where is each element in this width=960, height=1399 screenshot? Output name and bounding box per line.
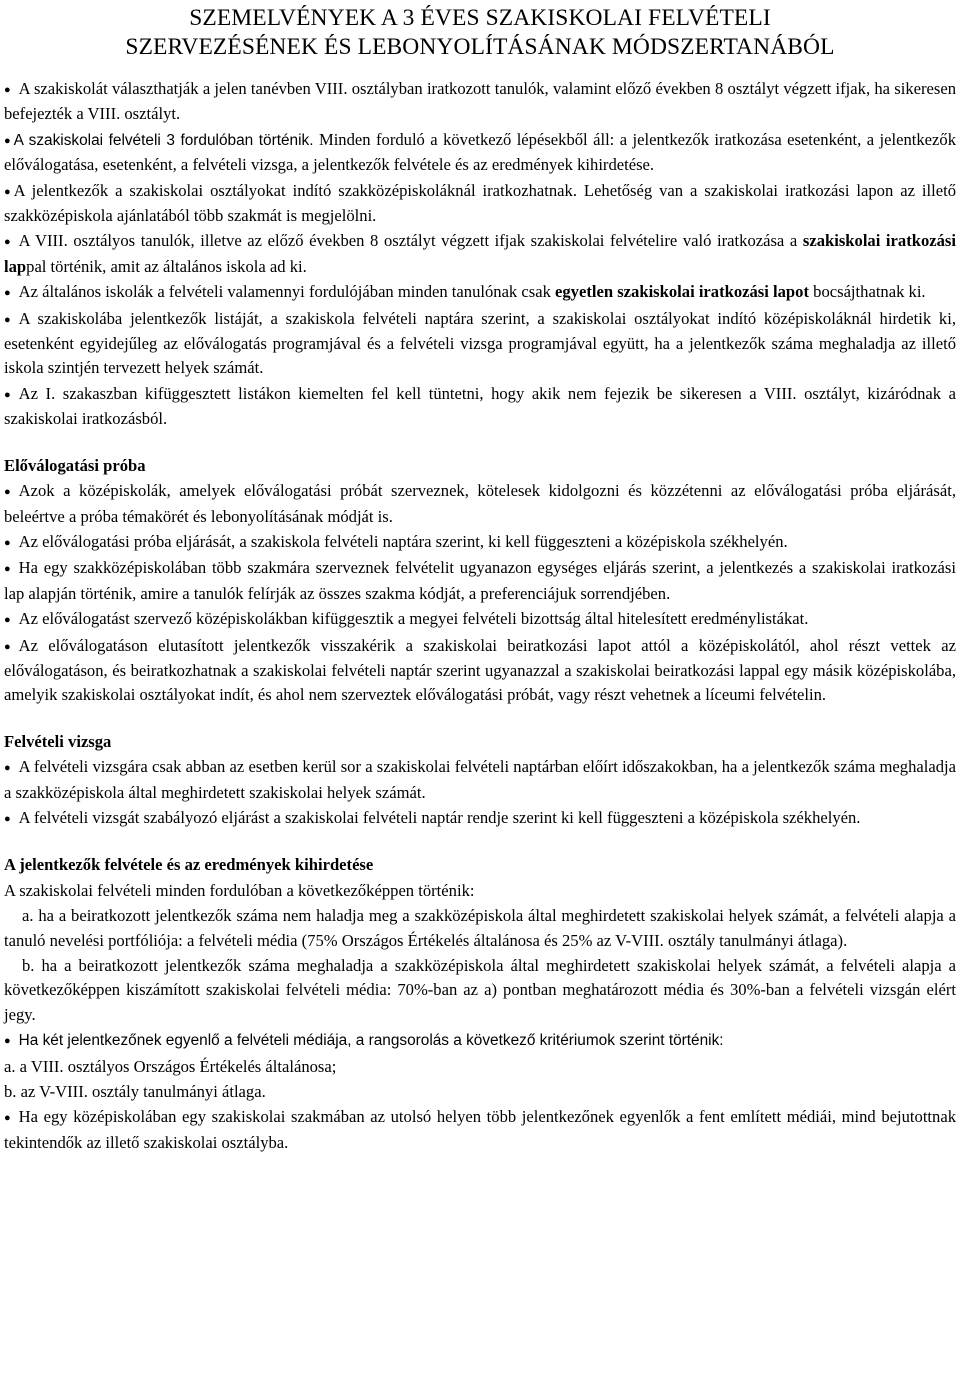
intro-exclusion: ● Az I. szakaszban kifüggesztett listákon kiemelten fel kell tüntetni, hogy akik nem fejezik be sikeresen a VIII. osztályt, kizáródnak a szakiskolai iratkozásból. <box>4 382 956 432</box>
intro-rounds: ● A szakiskolai felvételi 3 fordulóban történik. Minden forduló a következő lépésekből áll: a jelentkezők iratkozása esetenként, a jelentkezők előválogatása, esetenként, a felvételi vizsga, a jelentkezők felvétele és az eredmények kihirdetése. <box>4 128 956 178</box>
prescreen-item-4: ● Az előválogatást szervező középiskolákban kifüggesztik a megyei felvételi bizottság által hitelesített eredménylistákat. <box>4 607 956 632</box>
prescreen-item-1: ● Azok a középiskolák, amelyek előválogatási próbát szerveznek, kötelesek kidolgozni és közzétenni az előválogatási próba eljárását, beleértve a próba témakörét és lebonyolításának módját is. <box>4 479 956 529</box>
intro-single-form: ● Az általános iskolák a felvételi valamennyi fordulójában minden tanulónak csak egyetlen szakiskolai iratkozási lapot bocsájthatnak ki. <box>4 280 956 305</box>
section-heading-prescreen: Előválogatási próba <box>4 455 146 475</box>
prescreen-item-5: ● Az előválogatáson elutasított jelentkezők visszakérik a szakiskolai beiratkozási lapot attól a középiskolától, ahol részt vettek az előválogatáson, és beiratkozhatnak a szakiskolai felvételi naptár szerint ugyanazzal a szakiskolai beiratkozási lappal egy másik középiskolába, amelyik szakiskolai osztályokat indít, és ahol nem szerveztek előválogatási próbát, vagy részt vehetnek a líceumi felvételin. <box>4 634 956 708</box>
section-heading-results: A jelentkezők felvétele és az eredmények kihirdetése <box>4 855 374 875</box>
results-tie-b: b. az V-VIII. osztály tanulmányi átlaga. <box>4 1082 266 1102</box>
prescreen-item-3: ● Ha egy szakközépiskolában több szakmára szerveznek felvételit ugyanazon egységes eljárás szerint, a jelentkezés a szakiskolai iratkozási lap alapján történik, amire a tanulók felírják az összes szakma kódját, a preferenciájuk sorrendjében. <box>4 556 956 606</box>
prescreen-item-2: ● Az előválogatási próba eljárását, a szakiskola felvételi naptára szerint, ki kell függeszteni a középiskola székhelyén. <box>4 530 956 555</box>
results-item-b: b. ha a beiratkozott jelentkezők száma meghaladja a szakközépiskola által meghirdetett szakiskolai helyek számát, a felvételi alapja a következőképpen kiszámított szakiskolai felvételi média: 70%-ban az a) pontban meghatározott média és 30%-ban a felvételi vizsgán elért jegy. <box>4 956 956 1024</box>
results-tie-a: a. a VIII. osztályos Országos Értékelés általánosa; <box>4 1056 337 1076</box>
exam-item-1: ● A felvételi vizsgára csak abban az esetben kerül sor a szakiskolai felvételi naptárban előírt időszakokban, ha a jelentkezők száma meghaladja a szakközépiskola által meghirdetett szakiskolai helyek számát. <box>4 755 956 805</box>
intro-eligibility: ● A szakiskolát választhatják a jelen tanévben VIII. osztályban iratkozott tanulók, valamint előző években 8 osztályt végzett ifjak, ha sikeresen befejezték a VIII. osztályt. <box>4 77 956 127</box>
section-heading-exam: Felvételi vizsga <box>4 731 112 751</box>
intro-applicant-list: ● A szakiskolába jelentkezők listáját, a szakiskola felvételi naptára szerint, a szakiskolai osztályokat indító középiskoláknál hirdetik ki, esetenként egyidejűleg az előválogatás programjával és a felvételi vizsga programjával együtt, ha a jelentkezők száma meghaladja az illető iskola szintjén tervezett helyek számát. <box>4 307 956 381</box>
results-last-place: ● Ha egy középiskolában egy szakiskolai szakmában az utolsó helyen több jelentkezőnek egyenlők a fent említett médiái, mind bejutottnak tekintendők az illető szakiskolai osztályba. <box>4 1105 956 1155</box>
title-line-2: SZERVEZÉSÉNEK ÉS LEBONYOLÍTÁSÁNAK MÓDSZERTANÁBÓL <box>125 34 835 60</box>
results-intro: A szakiskolai felvételi minden fordulóban a következőképpen történik: <box>4 880 475 900</box>
exam-item-2: ● A felvételi vizsgát szabályozó eljárást a szakiskolai felvételi naptár rendje szerint ki kell függeszteni a középiskola székhelyén. <box>4 806 956 831</box>
results-tie-rule: ● Ha két jelentkezőnek egyenlő a felvételi médiája, a rangsorolás a következő kritériumok szerint történik: <box>4 1028 956 1053</box>
intro-enrollment-form: ● A VIII. osztályos tanulók, illetve az előző években 8 osztályt végzett ifjak szakiskolai felvételire való iratkozása a szakiskolai iratkozási lappal történik, amit az általános iskola ad ki. <box>4 229 956 279</box>
page-title <box>4 4 956 62</box>
intro-enrollment-schools: ● A jelentkezők a szakiskolai osztályokat indító szakközépiskoláknál iratkozhatnak. Lehetőség van a szakiskolai iratkozási lapon az illető szakközépiskola ajánlatából több szakmát is megjelölni. <box>4 179 956 229</box>
title-line-1: SZEMELVÉNYEK A 3 ÉVES SZAKISKOLAI FELVÉTELI <box>189 5 771 31</box>
results-item-a: a. ha a beiratkozott jelentkezők száma nem haladja meg a szakközépiskola által meghirdetett szakiskolai helyek számát, a felvételi alapja a tanuló nevelési portfóliója: a felvételi média (75% Országos Értékelés általánosa és 25% az V-VIII. osztály tanulmányi átlaga). <box>4 906 956 950</box>
